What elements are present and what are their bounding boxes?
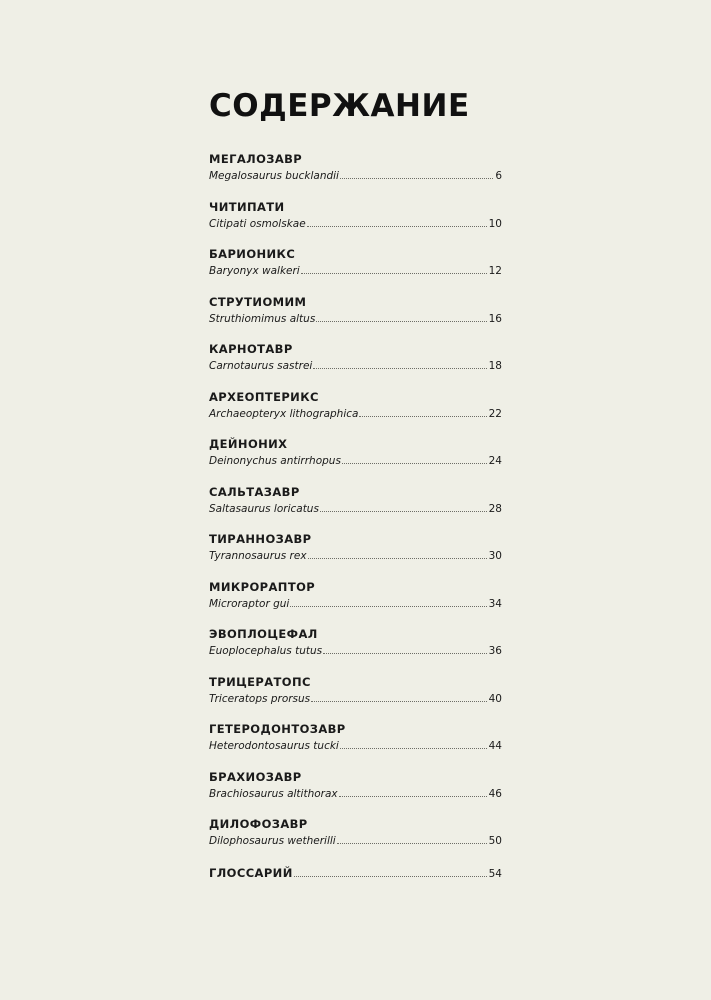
entry-page: 16 [488, 312, 502, 325]
entry-name: СТРУТИОМИМ [209, 294, 307, 309]
entry-name: МИКРОРАПТОР [209, 579, 316, 594]
dot-leader [320, 511, 487, 512]
entry-name: МЕГАЛОЗАВР [209, 152, 303, 166]
dot-leader [323, 653, 487, 654]
entry-latin: Citipati osmolskae [209, 217, 306, 230]
dot-leader [340, 748, 487, 749]
toc-entry[interactable] [209, 721, 502, 769]
dot-leader [342, 463, 487, 464]
entry-name: САЛЬТАЗАВР [209, 484, 300, 499]
entry-line [209, 359, 502, 373]
toc-entry[interactable] [209, 436, 502, 484]
entry-name: ГЕТЕРОДОНТОЗАВР [209, 722, 346, 736]
entry-line [209, 312, 502, 326]
entry-line [209, 502, 502, 516]
entry-latin: Brachiosaurus altithorax [209, 787, 338, 800]
glossary-page: 54 [488, 868, 502, 880]
entry-latin: Megalosaurus bucklandii [209, 170, 339, 182]
entry-name: ТРИЦЕРАТОПС [209, 674, 311, 689]
entry-line [209, 407, 502, 421]
entry-latin: Baryonyx walkeri [209, 265, 300, 277]
entry-page: 36 [488, 645, 502, 657]
entry-name: БАРИОНИКС [209, 247, 296, 261]
toc-entry[interactable] [209, 246, 502, 294]
entry-page: 46 [488, 787, 502, 800]
entry-name: АРХЕОПТЕРИКС [209, 389, 319, 404]
toc-entry[interactable] [209, 484, 502, 532]
toc-entry[interactable] [209, 341, 502, 389]
entry-line [209, 739, 502, 753]
toc-entry[interactable] [209, 579, 502, 627]
entry-line [209, 454, 502, 468]
entry-name: КАРНОТАВР [209, 342, 293, 356]
entry-page: 28 [488, 502, 502, 515]
entry-latin: Saltasaurus loricatus [209, 502, 319, 515]
toc-list [209, 151, 502, 864]
entry-page: 44 [488, 740, 502, 752]
dot-leader [337, 843, 487, 844]
dot-leader [340, 178, 493, 179]
entry-line [209, 692, 502, 706]
entry-line [209, 644, 502, 658]
dot-leader [311, 701, 486, 702]
entry-latin: Euoplocephalus tutus [209, 645, 323, 657]
dot-leader [359, 416, 486, 417]
glossary-name: ГЛОССАРИЙ [209, 866, 293, 880]
entry-latin: Dilophosaurus wetherilli [209, 835, 336, 847]
entry-page: 6 [495, 170, 502, 182]
entry-latin: Archaeopteryx lithographica [209, 407, 359, 420]
page-title: СОДЕРЖАНИЕ [209, 88, 470, 124]
toc-entry[interactable] [209, 816, 502, 864]
dot-leader [290, 606, 486, 607]
entry-page: 30 [488, 550, 502, 562]
entry-page: 40 [488, 692, 502, 705]
toc-entry-glossary[interactable] [209, 866, 502, 881]
toc-entry[interactable] [209, 151, 502, 199]
entry-line [209, 787, 502, 801]
entry-name: ДЕЙНОНИХ [209, 437, 288, 451]
entry-page: 24 [488, 455, 502, 467]
entry-name: ТИРАННОЗАВР [209, 532, 312, 546]
toc-entry[interactable] [209, 769, 502, 817]
toc-entry[interactable] [209, 294, 502, 342]
entry-line [209, 264, 502, 278]
entry-latin: Deinonychus antirrhopus [209, 455, 341, 467]
entry-line [209, 549, 502, 563]
entry-latin: Struthiomimus altus [209, 312, 316, 325]
entry-name: ЭВОПЛОЦЕФАЛ [209, 627, 318, 641]
dot-leader [313, 368, 486, 369]
entry-name: БРАХИОЗАВР [209, 769, 302, 784]
entry-latin: Microraptor gui [209, 597, 290, 610]
entry-line [209, 217, 502, 231]
toc-entry[interactable] [209, 199, 502, 247]
dot-leader [301, 273, 487, 274]
toc-entry[interactable] [209, 674, 502, 722]
dot-leader [308, 558, 487, 559]
entry-line [209, 597, 502, 611]
dot-leader [339, 796, 487, 797]
dot-leader [316, 321, 486, 322]
entry-latin: Carnotaurus sastrei [209, 360, 313, 372]
entry-name: ДИЛОФОЗАВР [209, 817, 308, 831]
toc-entry[interactable] [209, 626, 502, 674]
entry-latin: Heterodontosaurus tucki [209, 740, 339, 752]
entry-page: 50 [488, 835, 502, 847]
dot-leader [294, 876, 487, 877]
entry-name: ЧИТИПАТИ [209, 199, 285, 214]
dot-leader [307, 226, 487, 227]
entry-page: 34 [488, 597, 502, 610]
toc-entry[interactable] [209, 389, 502, 437]
entry-page: 10 [488, 217, 502, 230]
entry-latin: Triceratops prorsus [209, 692, 311, 705]
entry-page: 12 [488, 265, 502, 277]
entry-line [209, 169, 502, 183]
toc-entry[interactable] [209, 531, 502, 579]
entry-line [209, 834, 502, 848]
entry-latin: Tyrannosaurus rex [209, 550, 307, 562]
entry-page: 18 [488, 360, 502, 372]
entry-page: 22 [488, 407, 502, 420]
